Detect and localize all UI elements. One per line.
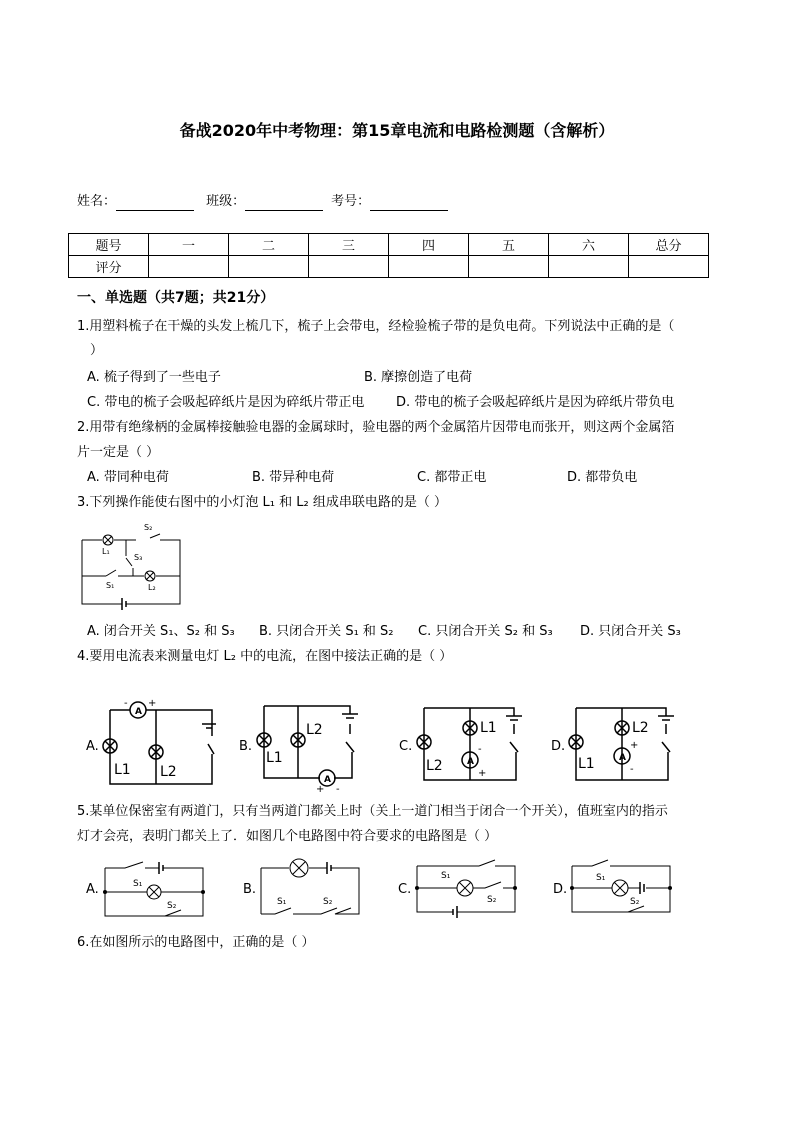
- q4a-label-l1: L1: [114, 762, 131, 778]
- q1-stem-line2: ）: [90, 343, 104, 358]
- q3-option-a[interactable]: A. 闭合开关 S₁、S₂ 和 S₃: [87, 624, 235, 639]
- name-blank: [116, 196, 194, 211]
- q3-option-b[interactable]: B. 只闭合开关 S₁ 和 S₂: [259, 624, 394, 639]
- q4c-minus-sign: -: [478, 744, 482, 755]
- score-table-header-row: [69, 234, 709, 256]
- q5-option-c[interactable]: C.: [398, 882, 412, 897]
- exam-number-label: 考号：: [331, 194, 371, 209]
- score-row-label: 评分: [69, 256, 149, 278]
- q1-option-d[interactable]: D. 带电的梳子会吸起碎纸片是因为碎纸片带负电: [396, 395, 675, 410]
- score-header-cell: 三: [309, 234, 389, 256]
- q4c-plus-sign: +: [478, 768, 487, 779]
- q4-circuit-b: [258, 700, 368, 795]
- score-header-cell: 六: [549, 234, 629, 256]
- q4b-minus-sign: -: [336, 784, 340, 795]
- q5-circuit-a: [103, 858, 207, 920]
- q4-circuit-d: [570, 702, 680, 794]
- q2-stem-line2: 片一定是（ ）: [77, 445, 160, 460]
- score-table: [68, 233, 709, 278]
- score-header-cell: 一: [149, 234, 229, 256]
- q5-option-d[interactable]: D.: [553, 882, 568, 897]
- q3-circuit-diagram: [78, 518, 188, 610]
- q4b-ammeter-label: A: [324, 775, 331, 785]
- score-cell[interactable]: [549, 256, 629, 278]
- q4-option-a[interactable]: A.: [86, 739, 99, 754]
- q5-stem-line1: 5.某单位保密室有两道门，只有当两道门都关上时（关上一道门相当于闭合一个开关），值班室内的指示: [77, 804, 668, 819]
- score-table-score-row: [69, 256, 709, 278]
- q4-option-c[interactable]: C.: [399, 739, 413, 754]
- q4-stem: 4.要用电流表来测量电灯 L₂ 中的电流，在图中接法正确的是（ ）: [77, 649, 453, 664]
- q3-label-s2: S₂: [144, 523, 153, 532]
- q5-circuit-b: [259, 858, 363, 918]
- q5-circuit-c: [415, 856, 519, 916]
- q3-label-l2: L₂: [148, 583, 156, 592]
- q5c-label-s2: S₂: [487, 895, 497, 905]
- student-info-line: [77, 193, 456, 211]
- q4c-label-l2: L2: [426, 758, 443, 774]
- q4-option-b[interactable]: B.: [239, 739, 253, 754]
- q5d-label-s2: S₂: [630, 897, 640, 907]
- q4c-label-l1: L1: [480, 720, 497, 736]
- q4b-plus-sign: +: [316, 784, 325, 795]
- q2-stem-line1: 2.用带有绝缘柄的金属棒接触验电器的金属球时，验电器的两个金属箔片因带电而张开，则这两个金属箔: [77, 420, 675, 435]
- q3-label-l1: L₁: [102, 547, 110, 556]
- score-cell[interactable]: [389, 256, 469, 278]
- score-cell[interactable]: [629, 256, 709, 278]
- q3-label-s1: S₁: [106, 581, 115, 590]
- q4a-plus-sign: +: [148, 698, 157, 709]
- q4-circuit-c: [418, 702, 528, 794]
- q3-label-s3: S₃: [134, 553, 143, 562]
- score-header-cell: 二: [229, 234, 309, 256]
- score-cell[interactable]: [229, 256, 309, 278]
- q2-option-d[interactable]: D. 都带负电: [567, 470, 638, 485]
- class-label: 班级：: [206, 194, 246, 209]
- q5-option-b[interactable]: B.: [243, 882, 257, 897]
- score-header-cell: 题号: [69, 234, 149, 256]
- q4a-ammeter-label: A: [135, 707, 142, 717]
- q4c-ammeter-label: A: [467, 757, 474, 767]
- exam-number-blank: [370, 196, 448, 211]
- q4a-minus-sign: -: [124, 698, 128, 709]
- q4d-minus-sign: -: [630, 764, 634, 775]
- q5b-label-s2: S₂: [323, 897, 333, 907]
- score-cell[interactable]: [149, 256, 229, 278]
- q2-option-b[interactable]: B. 带异种电荷: [252, 470, 335, 485]
- q6-stem: 6.在如图所示的电路图中，正确的是（ ）: [77, 935, 315, 950]
- q5b-label-s1: S₁: [277, 897, 287, 907]
- class-blank: [245, 196, 323, 211]
- q3-stem: 3.下列操作能使右图中的小灯泡 L₁ 和 L₂ 组成串联电路的是（ ）: [77, 495, 447, 510]
- q5d-label-s1: S₁: [596, 873, 606, 883]
- score-header-cell: 四: [389, 234, 469, 256]
- score-header-cell: 五: [469, 234, 549, 256]
- section-heading: 一、单选题（共7题；共21分）: [77, 290, 275, 306]
- q3-option-c[interactable]: C. 只闭合开关 S₂ 和 S₃: [418, 624, 553, 639]
- name-label: 姓名：: [77, 194, 117, 209]
- score-cell[interactable]: [309, 256, 389, 278]
- q4b-label-l2: L2: [306, 722, 323, 738]
- q1-stem-line1: 1.用塑料梳子在干燥的头发上梳几下，梳子上会带电，经检验梳子带的是负电荷。下列说法中正确的是（: [77, 319, 675, 334]
- q1-option-a[interactable]: A. 梳子得到了一些电子: [87, 370, 221, 385]
- q5-option-a[interactable]: A.: [86, 882, 99, 897]
- q4a-label-l2: L2: [160, 764, 177, 780]
- score-cell[interactable]: [469, 256, 549, 278]
- q3-option-d[interactable]: D. 只闭合开关 S₃: [580, 624, 681, 639]
- q2-option-a[interactable]: A. 带同种电荷: [87, 470, 169, 485]
- score-header-cell: 总分: [629, 234, 709, 256]
- q4d-label-l2: L2: [632, 720, 649, 736]
- q5-stem-line2: 灯才会亮，表明门都关上了．如图几个电路图中符合要求的电路图是（ ）: [77, 829, 498, 844]
- q4-circuit-a: [104, 696, 219, 788]
- q1-option-c[interactable]: C. 带电的梳子会吸起碎纸片是因为碎纸片带正电: [87, 395, 365, 410]
- q5a-label-s2: S₂: [167, 901, 177, 911]
- q4d-ammeter-label: A: [619, 753, 626, 763]
- q1-option-b[interactable]: B. 摩擦创造了电荷: [364, 370, 473, 385]
- q4d-plus-sign: +: [630, 740, 639, 751]
- q5-circuit-d: [570, 856, 674, 916]
- q5a-label-s1: S₁: [133, 879, 143, 889]
- page-title: 备战2020年中考物理：第15章电流和电路检测题（含解析）: [179, 121, 615, 140]
- q4b-label-l1: L1: [266, 750, 283, 766]
- q4d-label-l1: L1: [578, 756, 595, 772]
- q2-option-c[interactable]: C. 都带正电: [417, 470, 487, 485]
- q5c-label-s1: S₁: [441, 871, 451, 881]
- q4-option-d[interactable]: D.: [551, 739, 566, 754]
